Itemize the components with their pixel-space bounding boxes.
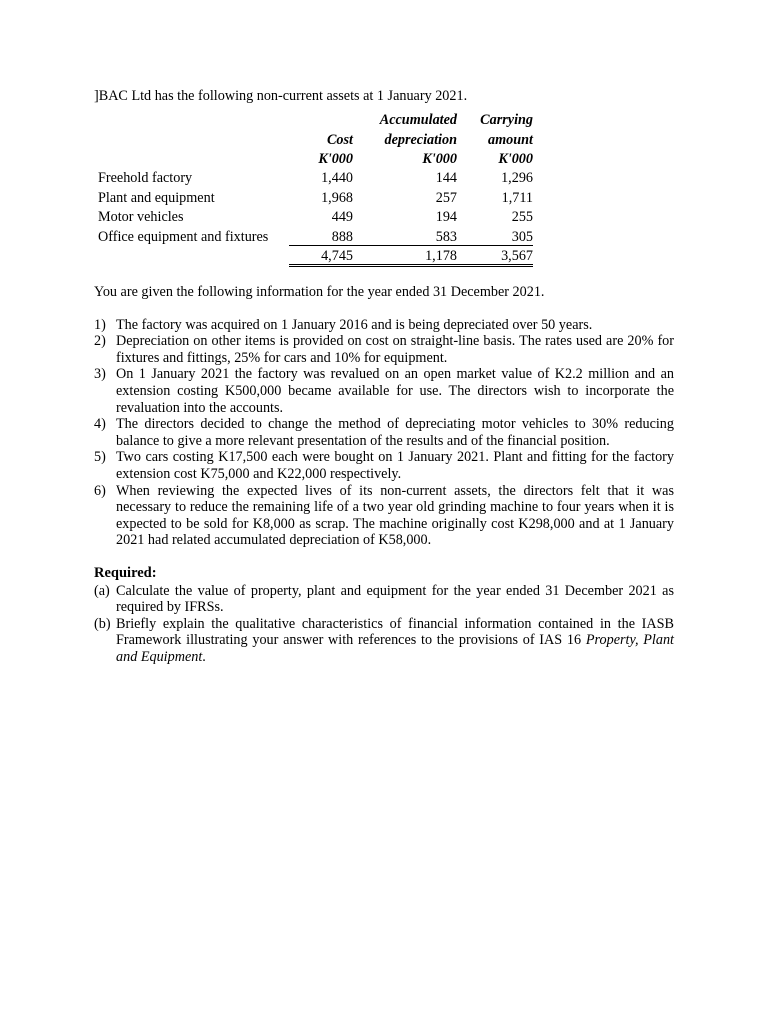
total-label-blank: [98, 246, 289, 266]
row-cost: 449: [331, 209, 353, 225]
list-item: [94, 583, 674, 616]
item-text: When reviewing the expected lives of its non-current assets, the directors felt that it was necessary to reduce the remaining life of a two year old grinding machine to four years when it is expected to be sold for K8,000 as scrap. The machine originally cost K298,000 and at 1 January 2021 had related accumulated depreciation of K58,000.: [116, 482, 674, 549]
list-item: [94, 616, 674, 666]
row-carrying: 305: [457, 226, 533, 246]
item-marker: 4): [94, 416, 106, 433]
assets-table: [98, 109, 533, 268]
table-header-row: [98, 128, 533, 148]
header-blank: [98, 148, 289, 168]
item-text: Depreciation on other items is provided on cost on straight-line basis. The rates used are 20% for fixtures and fittings, 25% for cars and 10% for equipment.: [116, 333, 674, 366]
header-blank: [98, 128, 289, 148]
item-marker: 1): [94, 316, 106, 333]
required-heading: Required:: [94, 565, 157, 581]
header-cost-line2: Cost: [326, 131, 353, 148]
table-row: [98, 167, 533, 187]
item-text: The directors decided to change the method of depreciating motor vehicles to 30% reducing balance to give a more relevant presentation of the results and of the financial position.: [116, 416, 674, 449]
item-text: Calculate the value of property, plant and equipment for the year ended 31 December 2021 as required by IFRSs.: [116, 582, 674, 616]
item-marker: 2): [94, 333, 106, 350]
table-row: [98, 226, 533, 246]
item-marker: 3): [94, 366, 106, 383]
header-carrying-line1: Carrying: [480, 112, 533, 129]
row-carrying: 255: [511, 209, 533, 225]
list-item: [94, 366, 674, 416]
item-text: Two cars costing K17,500 each were bought on 1 January 2021. Plant and fitting for the factory extension cost K75,000 and K22,000 respectively.: [116, 449, 674, 483]
item-marker: (b): [94, 615, 111, 632]
row-cost: 1,440: [321, 170, 353, 186]
document-page: [94, 88, 674, 666]
header-cost-unit: K'000: [318, 151, 353, 168]
table-header-row: [98, 109, 533, 129]
row-acc-dep: 583: [357, 226, 457, 246]
table-total-row: [98, 246, 533, 266]
table-row: [98, 206, 533, 226]
given-info-text: You are given the following information for the year ended 31 December 2021.: [94, 284, 545, 301]
row-label: Office equipment and fixtures: [98, 229, 269, 245]
item-marker: (a): [94, 582, 110, 599]
row-acc-dep: 257: [435, 189, 457, 206]
list-item: [94, 333, 674, 366]
row-label: Motor vehicles: [98, 209, 184, 225]
item-text-end: .: [202, 648, 206, 665]
item-text: On 1 January 2021 the factory was revalued on an open market value of K2.2 million and an extension costing K500,000 became available for use. The directors wish to incorporate the revaluation into the accounts.: [116, 366, 674, 416]
row-label: Plant and equipment: [98, 189, 215, 206]
row-acc-dep: 194: [435, 209, 457, 225]
header-accdep-line1: Accumulated: [379, 112, 457, 129]
header-accdep-line2: depreciation: [384, 131, 457, 148]
list-item: [94, 416, 674, 449]
header-carrying-unit: K'000: [498, 151, 533, 168]
item-marker: 6): [94, 482, 106, 499]
table-header-row: [98, 148, 533, 168]
total-carrying: 3,567: [457, 246, 533, 266]
list-item: [94, 483, 674, 549]
row-carrying: 1,711: [501, 189, 533, 206]
info-list: [94, 317, 674, 549]
header-cost-line1: [289, 109, 357, 129]
header-carrying-line2: amount: [488, 131, 533, 148]
row-cost: 1,968: [321, 189, 353, 206]
list-item: [94, 317, 674, 334]
header-blank: [98, 109, 289, 129]
item-marker: 5): [94, 449, 106, 466]
row-carrying: 1,296: [501, 170, 533, 186]
item-text: Briefly explain the qualitative characteristics of financial information contained in the IASB Framework illustrating your answer with references to the provisions of IAS 16: [116, 615, 674, 649]
header-accdep-unit: K'000: [422, 151, 457, 168]
required-list: [94, 583, 674, 666]
intro-text: ]BAC Ltd has the following non-current assets at 1 January 2021.: [94, 88, 468, 104]
row-label: Freehold factory: [98, 170, 193, 186]
row-acc-dep: 144: [435, 170, 457, 186]
table-row: [98, 187, 533, 207]
total-cost: 4,745: [289, 246, 357, 266]
item-italic-title: Property, Plant and Equipment: [116, 632, 674, 665]
total-acc-dep: 1,178: [357, 246, 457, 266]
list-item: [94, 449, 674, 482]
row-cost: 888: [289, 226, 357, 246]
item-text: The factory was acquired on 1 January 2016 and is being depreciated over 50 years.: [116, 316, 593, 333]
